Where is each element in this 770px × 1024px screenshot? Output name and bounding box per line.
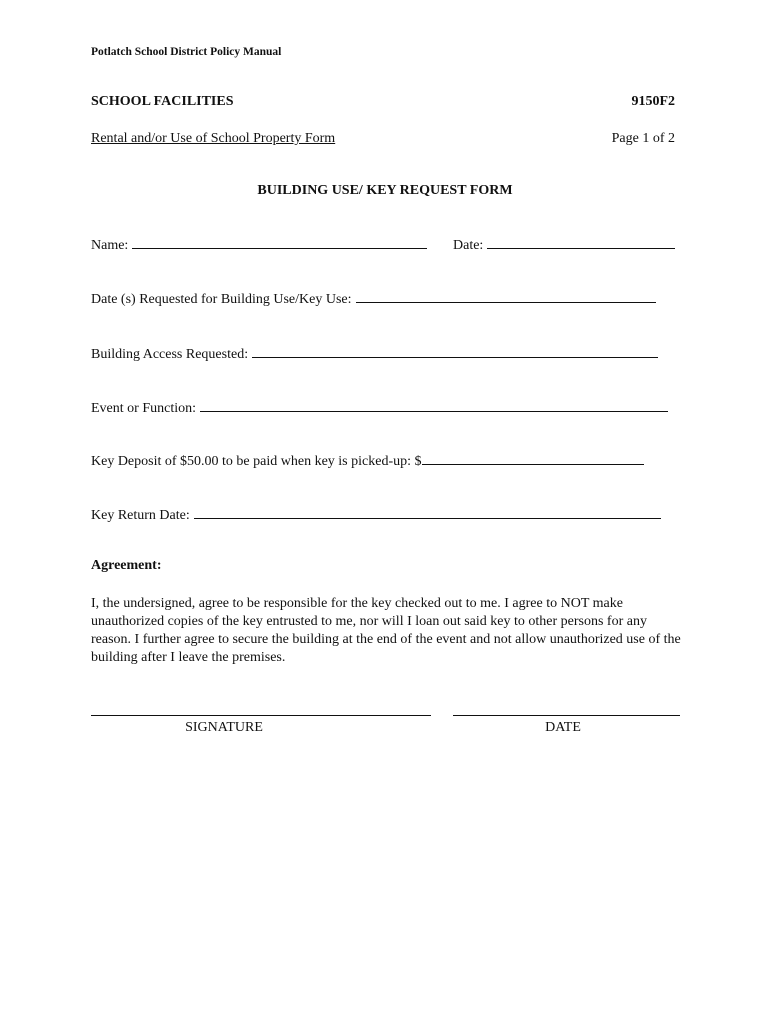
- name-label: Name:: [91, 238, 129, 253]
- building-access-field[interactable]: [91, 345, 658, 363]
- page-number: Page 1 of 2: [611, 131, 675, 146]
- name-input-line[interactable]: [132, 236, 427, 249]
- building-access-input-line[interactable]: [252, 345, 658, 358]
- dates-requested-input-line[interactable]: [356, 290, 656, 303]
- building-access-label: Building Access Requested:: [91, 347, 249, 362]
- form-title: BUILDING USE/ KEY REQUEST FORM: [257, 183, 513, 198]
- key-return-input-line[interactable]: [194, 506, 661, 519]
- key-return-label: Key Return Date:: [91, 508, 190, 523]
- agreement-heading: Agreement:: [91, 558, 162, 573]
- event-input-line[interactable]: [200, 399, 668, 412]
- date-input-line[interactable]: [487, 236, 675, 249]
- dates-requested-label: Date (s) Requested for Building Use/Key Use:: [91, 292, 352, 307]
- signature-line[interactable]: [91, 715, 431, 716]
- key-deposit-label: Key Deposit of $50.00 to be paid when key is picked-up: $: [91, 454, 422, 469]
- name-field[interactable]: [91, 236, 427, 254]
- form-subtitle: Rental and/or Use of School Property Form: [91, 131, 336, 146]
- event-label: Event or Function:: [91, 401, 196, 416]
- policy-code: 9150F2: [631, 94, 675, 109]
- key-deposit-input-line[interactable]: [422, 452, 644, 465]
- signature-date-line[interactable]: [453, 715, 680, 716]
- event-field[interactable]: [91, 399, 668, 417]
- date-label: Date:: [453, 238, 484, 253]
- section-title: SCHOOL FACILITIES: [91, 94, 234, 109]
- signature-date-label: DATE: [545, 720, 581, 735]
- dates-requested-field[interactable]: [91, 290, 656, 308]
- agreement-text: I, the undersigned, agree to be responsible for the key checked out to me. I agree to NOT make unauthorized copies of the key entrusted to me, nor will I loan out said key to other persons for any reason. I further agree to secure the building at the end of the event and not allow unauthorized use of the building after I leave the premises.: [91, 596, 681, 665]
- key-deposit-field[interactable]: [91, 452, 644, 470]
- key-return-field[interactable]: [91, 506, 661, 524]
- policy-manual-header: Potlatch School District Policy Manual: [91, 46, 282, 58]
- signature-label: SIGNATURE: [185, 720, 263, 735]
- date-field[interactable]: [453, 236, 675, 254]
